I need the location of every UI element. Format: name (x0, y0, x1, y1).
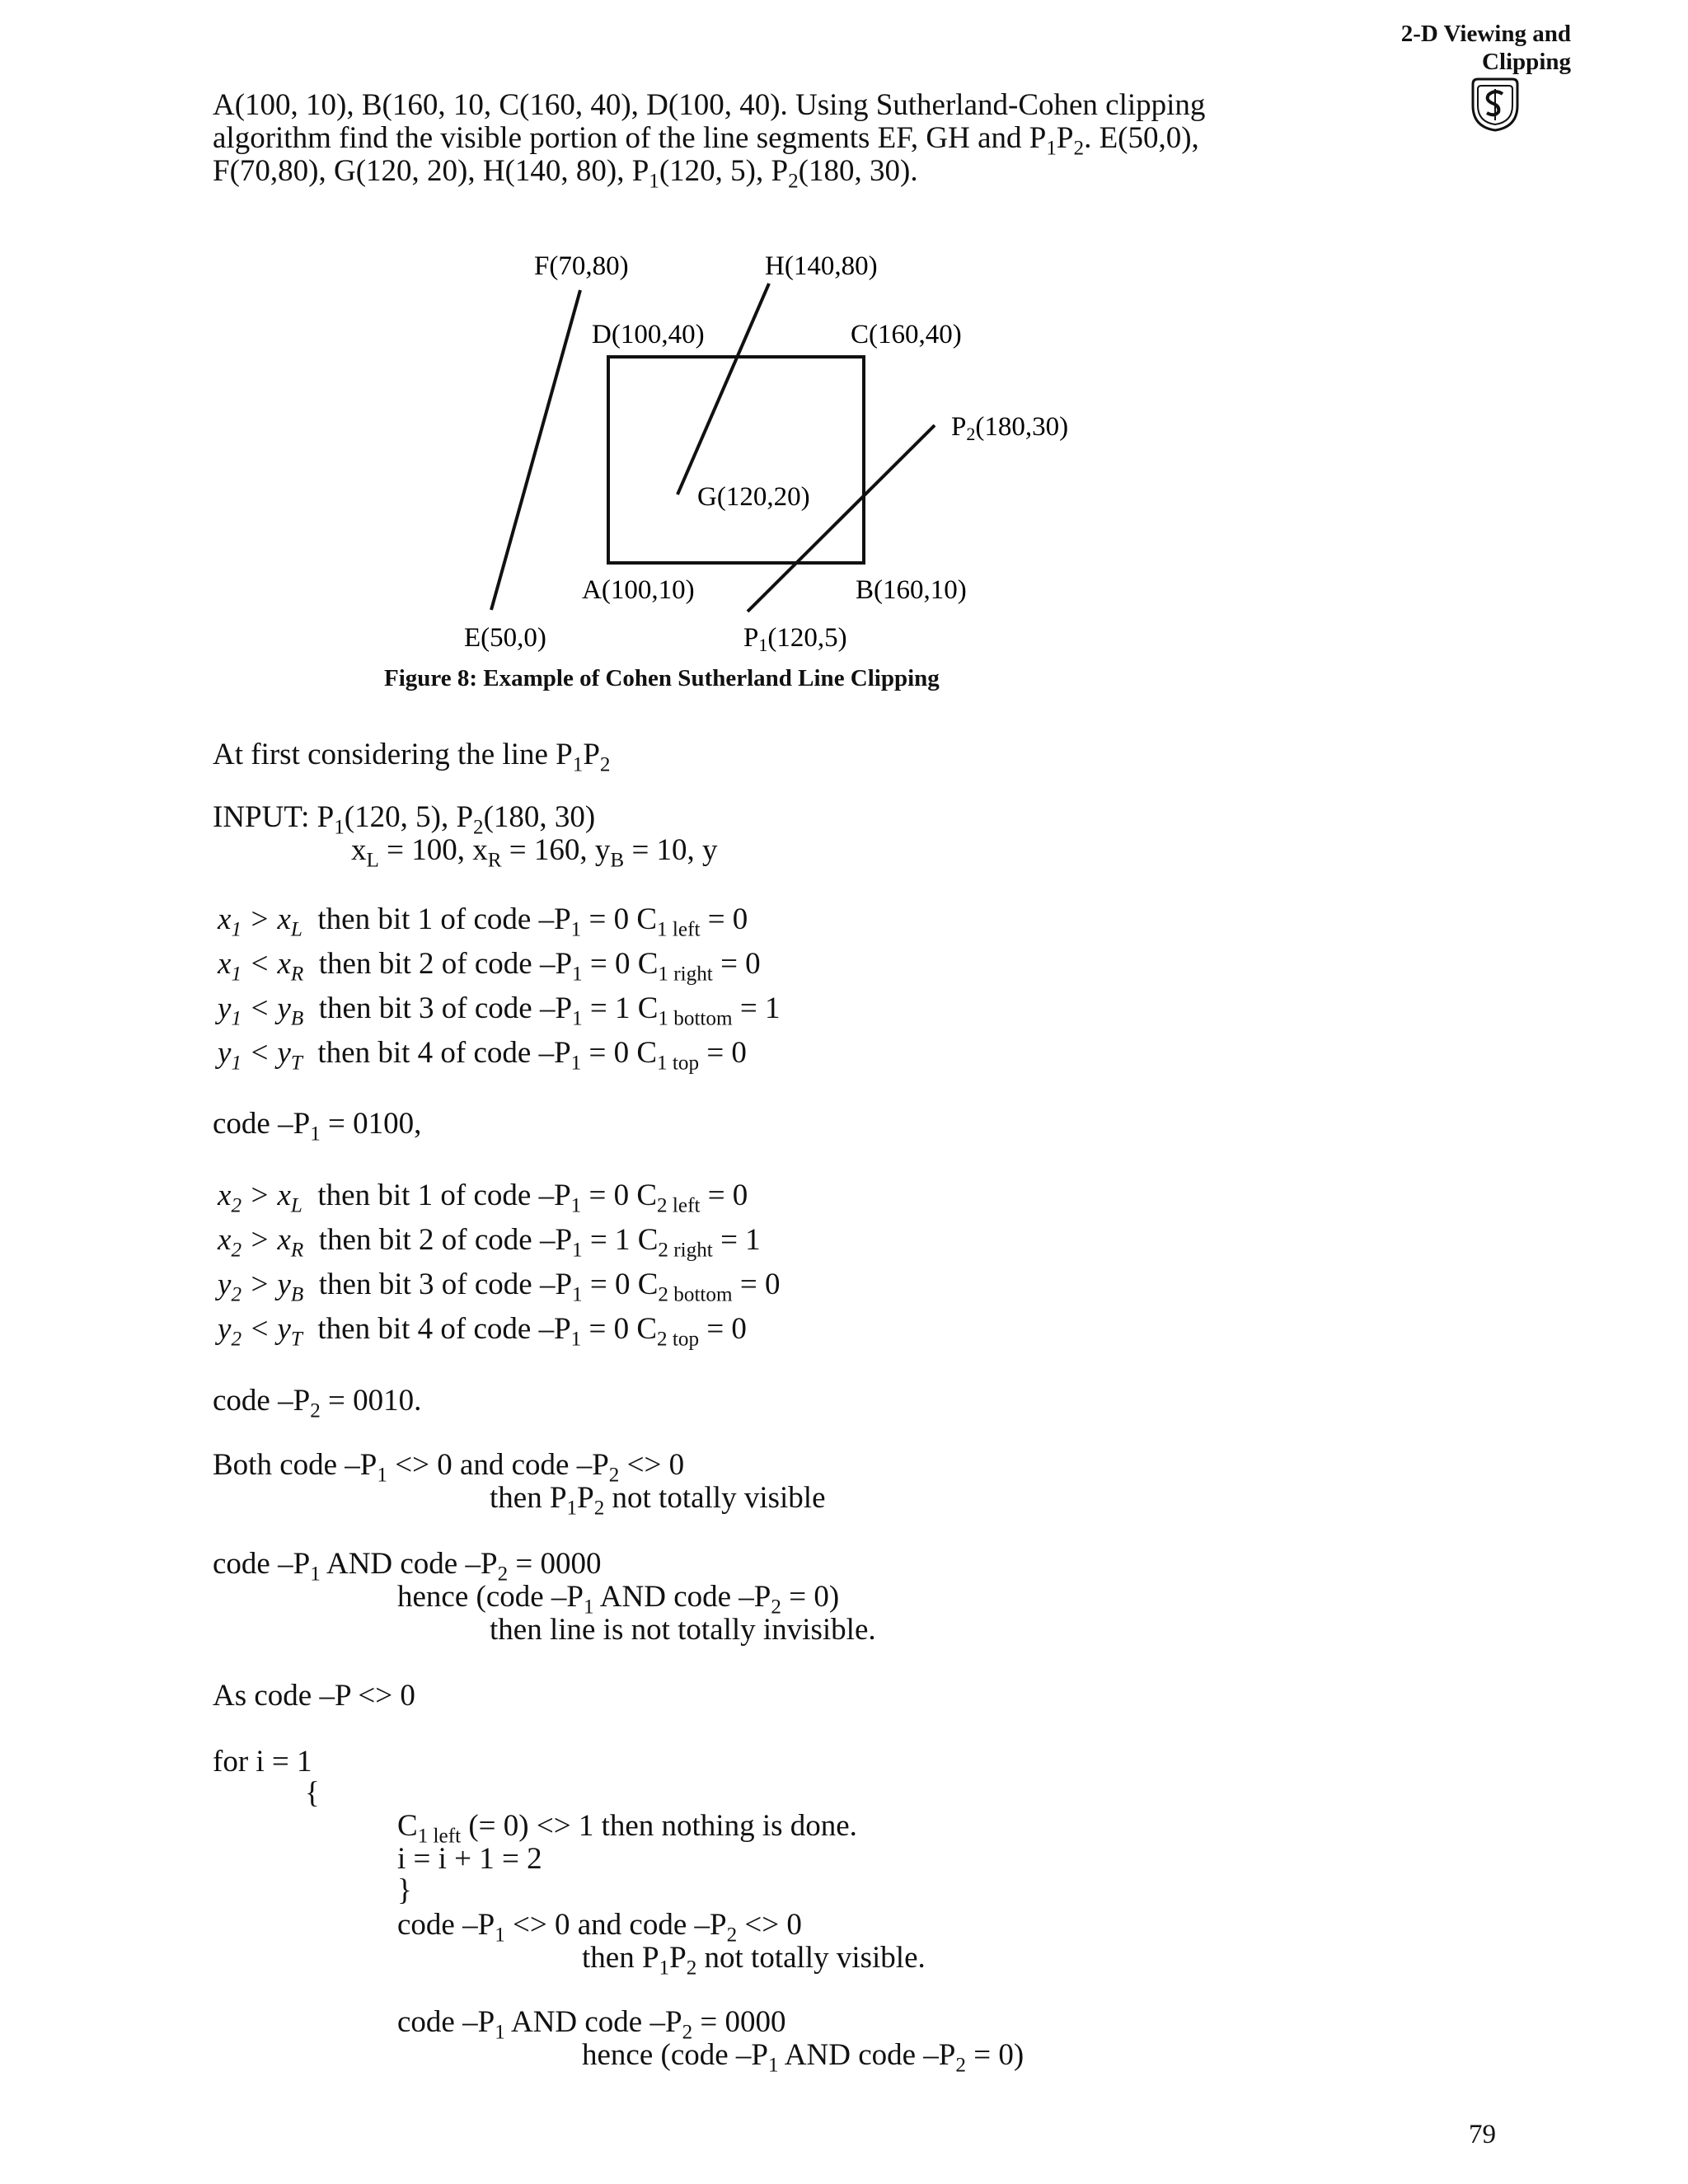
line-gh (678, 284, 769, 494)
label-e: E(50,0) (464, 623, 546, 653)
not-totally-visible-line-1: then $P_1P_2$ not totally visible (490, 1481, 826, 1520)
intro-line-2: algorithm find the visible portion of the line segments EF, GH and $P_1P_2$. E(50,0), (213, 121, 1199, 160)
intro-paragraph (213, 88, 1243, 193)
increment-line: i = i + 1 = 2 (397, 1842, 542, 1876)
not-totally-visible-line-2: then $P_1P_2$ not totally visible. (582, 1941, 926, 1980)
clipping-figure (0, 239, 1688, 701)
label-f: F(70,80) (534, 251, 629, 281)
bounds-line: $x_L = 100$, $x_R = 160$, $y_B = 10$, y (351, 833, 718, 872)
p2-row-2: $x_2 > x_R$ then bit 2 of code $-P_1 = 1$ $C_{2 right} = 1$ (218, 1223, 761, 1262)
header-line-2: Clipping (1482, 49, 1571, 75)
label-g: G(120,20) (697, 482, 810, 512)
and-line-2: code $-P_1$ AND code $-P_2 = 0000$ (397, 2005, 786, 2044)
line-ef (491, 290, 580, 610)
university-logo-icon (1465, 73, 1526, 134)
and-line-1: code $-P_1$ AND code $-P_2 = 0000$ (213, 1547, 602, 1586)
input-line: INPUT: $P_1(120$, 5), $P_2(180$, 30) (213, 800, 596, 839)
label-b: B(160,10) (856, 575, 967, 605)
not-invisible-line: then line is not totally invisible. (490, 1613, 876, 1647)
p2-row-4: $y_2 < y_T$ then bit 4 of code $-P_1 = 0$ $C_{2 top} = 0$ (218, 1312, 747, 1351)
page-number: 79 (1469, 2120, 1496, 2149)
right-brace: } (397, 1873, 412, 1907)
p1-row-2: $x_1 < x_R$ then bit 2 of code $-P_1 = 0$ $C_{1 right} = 0$ (218, 947, 761, 986)
code-p1-line: code $-P_1 = 0100$, (213, 1107, 422, 1146)
intro-line-3: F(70,80), G(120, 20), H(140, 80), $P_1(120$, 5), $P_2(180$, 30). (213, 154, 918, 193)
left-brace: { (305, 1776, 320, 1810)
p2-row-3: $y_2 > y_B$ then bit 3 of code $-P_1 = 0$ $C_{2 bottom} = 0$ (218, 1268, 781, 1306)
p1-row-1: $x_1 > x_L$ then bit 1 of code $-P_1 = 0$ $C_{1 left} = 0$ (218, 902, 748, 941)
label-p2: P2(180,30) (951, 412, 1069, 444)
label-a: A(100,10) (582, 575, 695, 605)
figure-caption: Figure 8: Example of Cohen Sutherland Line Clipping (384, 665, 940, 691)
as-code-line: As code –P <> 0 (213, 1679, 415, 1713)
both-codes-line: Both code $-P_1 <> 0$ and code $-P_2 <> 0$ (213, 1448, 685, 1487)
label-c: C(160,40) (851, 320, 962, 349)
running-header (1401, 20, 1571, 76)
hence-line-1: hence (code $-P_1$ AND code $-P_2 = 0$) (397, 1580, 840, 1619)
c-left-line: $C_{1 left}$ (= 0) <> 1 then nothing is done. (397, 1809, 857, 1848)
header-line-1: 2-D Viewing and (1400, 21, 1571, 47)
hence-line-2: hence (code $-P_1$ AND code $-P_2 = 0$) (582, 2038, 1025, 2077)
code-p2-line: code $-P_2 = 0010$. (213, 1384, 422, 1422)
label-d: D(100,40) (592, 320, 705, 349)
intro-line-1: A(100, 10), B(160, 10, C(160, 40), D(100, 40). Using Sutherland-Cohen clipping (213, 88, 1206, 122)
consider-line: At first considering the line $P_1P_2$ (213, 738, 611, 776)
code-line-2: code $-P_1 <> 0$ and code $-P_2 <> 0$ (397, 1908, 802, 1947)
p1-row-3: $y_1 < y_B$ then bit 3 of code $-P_1 = 1$ $C_{1 bottom} = 1$ (218, 991, 781, 1030)
label-p1: P1(120,5) (743, 623, 847, 655)
p1-row-4: $y_1 < y_T$ then bit 4 of code $-P_1 = 0$ $C_{1 top} = 0$ (218, 1036, 747, 1075)
label-h: H(140,80) (765, 251, 878, 281)
for-line: for i = 1 (213, 1745, 312, 1779)
p2-row-1: $x_2 > x_L$ then bit 1 of code $-P_1 = 0$ $C_{2 left} = 0$ (218, 1179, 748, 1217)
